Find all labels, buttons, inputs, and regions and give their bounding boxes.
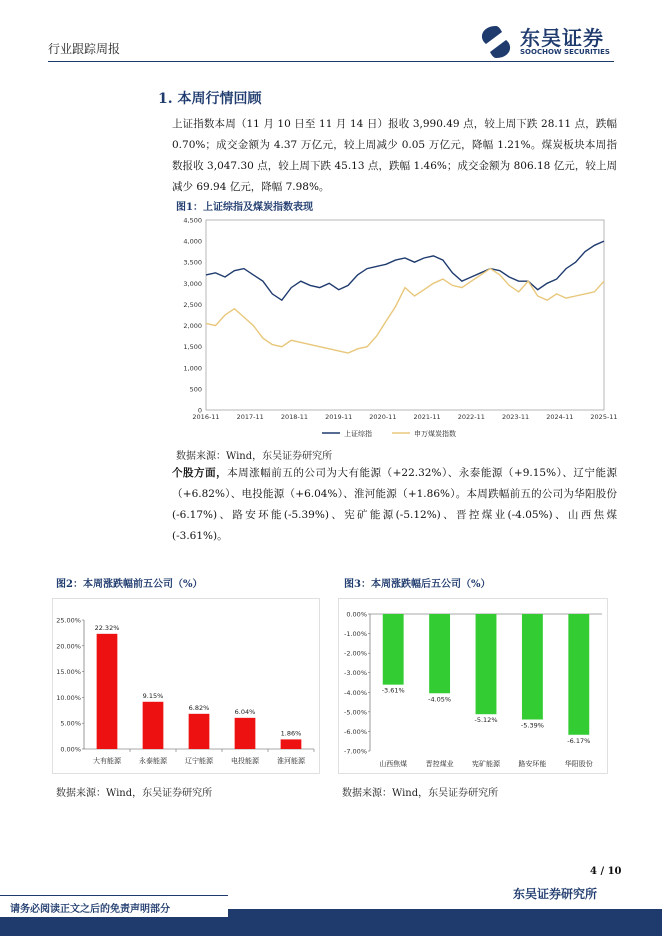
stock-paragraph-body: 本周涨幅前五的公司为大有能源（+22.32%）、永泰能源（+9.15%）、辽宁能源（+6.82%）、电投能源（+6.04%）、淮河能源（+1.86%）。本周跌幅前五的公司为华阳股份(-6.17%)、路安环能(-5.39%)、宪矿能源(-5.12%)、晋控煤业(-4.05%)、山西焦煤(-3.61%)。 [172, 467, 617, 542]
chart-border [53, 599, 320, 774]
category-label: 华阳股份 [564, 760, 593, 768]
top-gainers-bar-chart [52, 598, 320, 774]
category-label: 山西焦煤 [379, 760, 408, 768]
data-label: 9.15% [142, 691, 164, 700]
footer-disclaimer [0, 895, 228, 917]
data-label: 6.82% [188, 703, 210, 712]
category-label: 路安环能 [518, 760, 547, 768]
bar [476, 614, 497, 714]
footer-org: 东吴证券研究所 [513, 887, 598, 901]
y-tick-label: 1,500 [183, 343, 202, 352]
category-label: 晋控煤业 [425, 760, 454, 768]
market-review-paragraph: 上证指数本周（11 月 10 日至 11 月 14 日）报收 3,990.49 点，较上周下跌 28.11 点，跌幅 0.70%；成交金额为 4.37 万亿元，较上周减少 0.05 万亿元，降幅 1.21%。煤炭板块本周指数报收 3,047.30 点，较上周下跌 45.13 点，跌幅 1.46%；成交金额为 806.18 亿元，较上周减少 69.94 亿元，降幅 7.98%。 [172, 118, 617, 193]
y-tick-label: -4.00% [344, 688, 367, 697]
logo-en: SOOCHOW SECURITIES [520, 48, 610, 56]
data-label: -5.12% [474, 716, 498, 725]
y-tick-label: 4,000 [183, 237, 202, 246]
x-tick-label: 2021-11 [413, 413, 441, 421]
y-tick-label: -5.00% [344, 708, 367, 717]
y-tick-label: 25.00% [56, 616, 81, 625]
x-tick-label: 2016-11 [192, 413, 220, 421]
bar [568, 614, 589, 735]
bar [97, 634, 118, 749]
y-tick-label: 0.00% [60, 745, 81, 754]
x-tick-label: 2024-11 [546, 413, 574, 421]
stock-paragraph-lead: 个股方面， [172, 467, 228, 479]
data-label: -5.39% [520, 721, 544, 730]
bar [522, 614, 543, 719]
y-tick-label: 10.00% [56, 693, 81, 702]
bar [143, 702, 164, 749]
x-tick-label: 2022-11 [457, 413, 485, 421]
figure2-title: 图2：本周涨跌幅前五公司（%） [56, 579, 203, 590]
stock-paragraph [172, 463, 617, 547]
y-tick-label: 4,500 [183, 216, 202, 225]
report-type: 行业跟踪周报 [48, 42, 121, 56]
data-label: 6.04% [234, 707, 256, 716]
data-label: -3.61% [381, 686, 405, 695]
x-tick-label: 2023-11 [501, 413, 530, 421]
y-tick-label: 20.00% [56, 642, 81, 651]
x-tick-label: 2019-11 [325, 413, 353, 421]
category-label: 宪矿能源 [472, 760, 500, 768]
data-label: -4.05% [428, 695, 452, 704]
y-tick-label: -6.00% [344, 727, 367, 736]
y-tick-label: 2,500 [183, 300, 202, 309]
series-line-1 [206, 241, 604, 300]
top-losers-bar-chart [338, 598, 608, 774]
category-label: 淮河能源 [277, 757, 305, 765]
page-number: 4 / 10 [590, 866, 622, 877]
y-tick-label: 0 [197, 406, 202, 415]
bar [235, 718, 256, 749]
logo-name: 东吴证券 [520, 26, 604, 50]
category-label: 电投能源 [231, 757, 259, 765]
header-divider [48, 61, 614, 62]
data-label: 1.86% [280, 729, 302, 738]
y-tick-label: 3,000 [183, 279, 202, 288]
bar [383, 614, 404, 685]
y-tick-label: 500 [189, 385, 202, 394]
y-tick-label: -7.00% [344, 747, 367, 756]
x-tick-label: 2018-11 [280, 413, 309, 421]
bar [189, 714, 210, 749]
category-label: 辽宁能源 [185, 757, 213, 765]
figure1-source: 数据来源：Wind，东吴证券研究所 [176, 451, 333, 462]
section-title: 1. 本周行情回顾 [158, 91, 262, 107]
figure3-title: 图3：本周涨跌幅后五公司（%） [344, 579, 491, 590]
y-tick-label: 5.00% [60, 719, 81, 728]
category-label: 大有能源 [93, 757, 121, 765]
plot-frame [206, 220, 604, 410]
data-label: 22.32% [94, 623, 120, 632]
y-tick-label: 15.00% [56, 668, 81, 677]
index-line-chart [172, 214, 618, 444]
chart-border [339, 599, 608, 774]
bar [429, 614, 450, 693]
y-tick-label: 3,500 [183, 258, 202, 267]
disclaimer-text: 请务必阅读正文之后的免责声明部分 [10, 904, 170, 915]
y-tick-label: -2.00% [344, 649, 367, 658]
series-line-2 [206, 269, 604, 353]
bar [281, 739, 302, 749]
category-label: 永泰能源 [139, 757, 167, 765]
y-tick-label: 0.00% [346, 610, 367, 619]
x-tick-label: 2020-11 [369, 413, 397, 421]
x-tick-label: 2025-11 [590, 413, 618, 421]
y-tick-label: -3.00% [344, 669, 367, 678]
y-tick-label: 2,000 [183, 322, 202, 331]
y-tick-label: -1.00% [344, 630, 367, 639]
x-tick-label: 2017-11 [236, 413, 264, 421]
data-label: -6.17% [567, 736, 591, 745]
legend-label: 申万煤炭指数 [414, 430, 456, 438]
figure2-source: 数据来源：Wind，东吴证券研究所 [56, 788, 213, 799]
y-tick-label: 1,000 [183, 364, 202, 373]
legend-label: 上证综指 [344, 430, 372, 438]
figure1-title: 图1：上证综指及煤炭指数表现 [176, 202, 313, 213]
figure3-source: 数据来源：Wind，东吴证券研究所 [342, 788, 499, 799]
company-logo-icon [476, 24, 516, 60]
